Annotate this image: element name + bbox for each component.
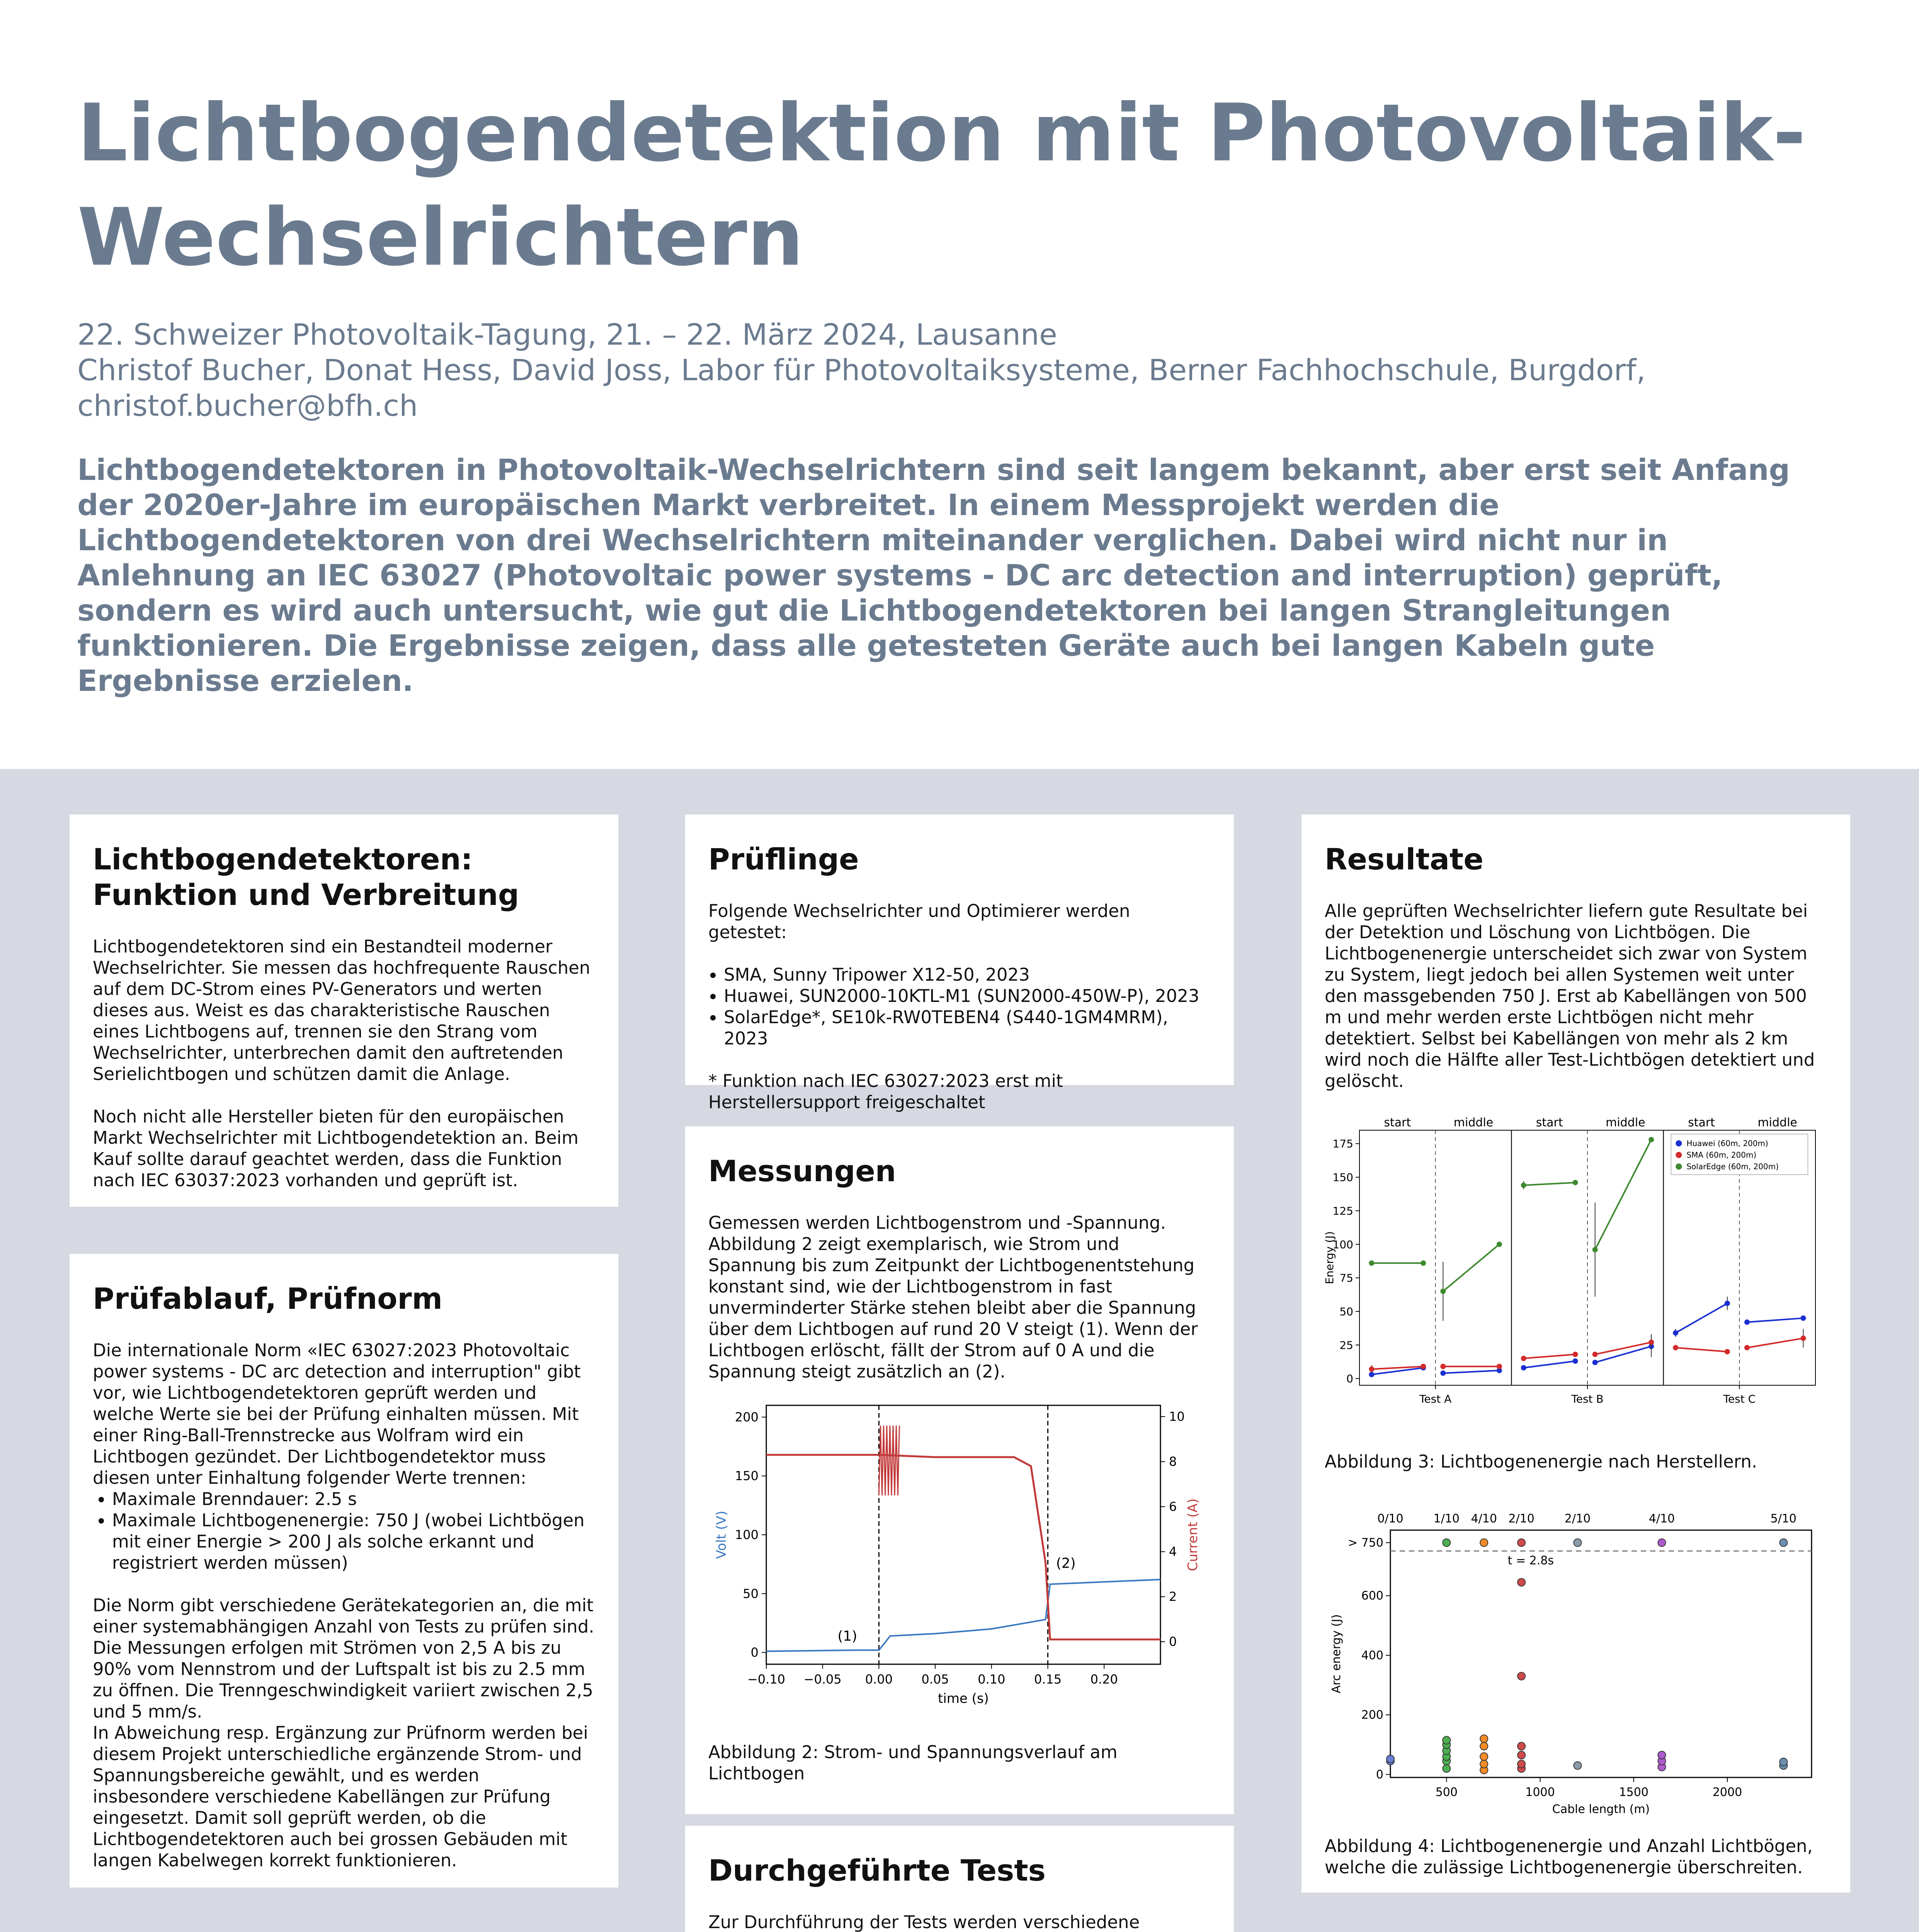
norm-box <box>70 1254 618 1888</box>
figure-3-chart <box>1325 1115 1827 1451</box>
figure-4-chart <box>1325 1495 1827 1832</box>
legend-label: Huawei (60m, 200m) <box>1686 1139 1768 1148</box>
y-tick-label: 125 <box>1332 1204 1353 1218</box>
y-tick-label: > 750 <box>1348 1536 1383 1550</box>
y-tick-label: 175 <box>1332 1137 1353 1150</box>
data-point <box>1779 1539 1787 1546</box>
voltage-series-line <box>766 1580 1160 1651</box>
data-point <box>1725 1349 1730 1354</box>
y-tick-label: 50 <box>1339 1305 1353 1318</box>
y-tick-label: 0 <box>1346 1372 1353 1385</box>
norm-heading: Prüfablauf, Prüfnorm <box>93 1281 443 1316</box>
devices-list <box>708 964 1211 1049</box>
x-tick-label: 0.20 <box>1090 1672 1118 1687</box>
legend-label: SolarEdge (60m, 200m) <box>1686 1162 1779 1171</box>
subgroup-label: start <box>1384 1116 1411 1129</box>
x-tick-label: −0.05 <box>803 1672 842 1687</box>
data-point <box>1497 1242 1502 1247</box>
measurements-box <box>685 1126 1234 1814</box>
data-point <box>1440 1364 1446 1369</box>
y2-tick-label: 2 <box>1169 1589 1177 1604</box>
data-point <box>1779 1758 1787 1766</box>
data-point <box>1440 1289 1446 1294</box>
exceed-count-label: 5/10 <box>1770 1512 1797 1526</box>
exceed-count-label: 1/10 <box>1433 1512 1460 1526</box>
measurements-heading: Messungen <box>708 1154 896 1188</box>
devices-box <box>685 815 1234 1112</box>
y2-tick-label: 6 <box>1169 1499 1177 1514</box>
series-segment <box>1747 1338 1803 1347</box>
data-point <box>1443 1765 1450 1772</box>
data-point <box>1801 1315 1806 1321</box>
results-box <box>1301 815 1850 1893</box>
x-tick-label: 1500 <box>1619 1786 1649 1799</box>
data-point <box>1369 1260 1374 1266</box>
data-point <box>1801 1335 1806 1341</box>
data-point <box>1592 1360 1598 1365</box>
exceed-count-label: 0/10 <box>1377 1512 1404 1526</box>
data-point <box>1521 1182 1526 1188</box>
y-tick-label: 200 <box>1361 1708 1383 1722</box>
x-axis-label: Cable length (m) <box>1552 1803 1650 1816</box>
authors-line: Christof Bucher, Donat Hess, David Joss, Labor für Photovoltaiksysteme, Berner Fachhochschule, Burgdorf, <box>77 353 1646 387</box>
y-tick-label: 25 <box>1339 1338 1353 1352</box>
data-point <box>1658 1751 1666 1759</box>
data-point <box>1421 1260 1426 1266</box>
data-point <box>1574 1762 1581 1769</box>
group-label: Test A <box>1419 1393 1452 1405</box>
series-segment <box>1595 1139 1652 1250</box>
exceed-count-label: 4/10 <box>1649 1512 1675 1526</box>
norm-bullets <box>93 1488 595 1573</box>
data-point <box>1649 1137 1654 1142</box>
function-heading: Lichtbogendetektoren: Funktion und Verbreitung <box>93 842 519 912</box>
subgroup-label: middle <box>1606 1116 1645 1129</box>
device-item: • Huawei, SUN2000-10KTL-M1 (SUN2000-450W-P), 2023 <box>724 985 1211 1007</box>
norm-paragraph-2: Die Norm gibt verschiedene Gerätekategorien an, die mit einer systemabhängigen Anzahl von Tests zu prüfen sind. Die Messungen erfolgen mit Strömen von 2,5 A bis zu 90% vom Nennstrom und der Luftspalt ist bis zu 2.5 mm zu öffnen. Die Trenngeschwindigkeit variiert zwischen 2,5 und 5 mm/s. <box>93 1595 594 1722</box>
data-point <box>1573 1358 1578 1364</box>
series-segment <box>1443 1371 1499 1373</box>
data-point <box>1480 1735 1488 1743</box>
data-point <box>1658 1539 1666 1546</box>
series-segment <box>1676 1348 1727 1352</box>
data-point <box>1574 1539 1581 1546</box>
group-label: Test B <box>1571 1393 1604 1405</box>
norm-paragraph-1: Die internationale Norm «IEC 63027:2023 Photovoltaic power systems - DC arc detection and interruption" gibt vor, wie Lichtbogendetektoren geprüft werden und welche Werte sie bei der Prüfung einhalten müssen. Mit einer Ring-Ball-Trennstrecke aus Wolfram wird ein Lichtbogen gezündet. Der Lichtbogendetektor muss diesen unter Einhaltung folgender Werte trennen: <box>93 1340 581 1488</box>
subgroup-label: start <box>1536 1116 1563 1129</box>
y-axis-label: Volt (V) <box>714 1510 729 1559</box>
annotation-1: (1) <box>837 1628 857 1645</box>
y-tick-label: 600 <box>1361 1589 1383 1603</box>
current-series-line <box>766 1455 1160 1639</box>
subgroup-label: middle <box>1453 1116 1494 1129</box>
data-point <box>1518 1539 1525 1546</box>
legend-label: SMA (60m, 200m) <box>1686 1150 1757 1160</box>
threshold-label: t = 2.8s <box>1507 1554 1554 1568</box>
data-point <box>1480 1753 1488 1760</box>
legend-marker <box>1676 1140 1682 1146</box>
data-point <box>1521 1365 1526 1371</box>
measurements-text: Gemessen werden Lichtbogenstrom und -Spannung. Abbildung 2 zeigt exemplarisch, wie Strom und Spannung bis zum Zeitpunkt der Lichtbogenentstehung konstant sind, wie der Lichtbogenstrom in fast unverminderter Stärke stehen bleibt aber die Spannung über dem Lichtbogen auf rund 20 V steigt (1). Wenn der Lichtbogen erlöscht, fällt der Strom auf 0 A und die Spannung steigt zusätzlich an (2). <box>708 1213 1198 1382</box>
y2-tick-label: 10 <box>1169 1409 1185 1424</box>
exceed-count-label: 2/10 <box>1508 1512 1535 1526</box>
y-tick-label: 50 <box>743 1586 759 1601</box>
y2-tick-label: 4 <box>1169 1544 1177 1559</box>
conference-line: 22. Schweizer Photovoltaik-Tagung, 21. – 22. März 2024, Lausanne <box>77 317 1057 352</box>
function-box <box>70 815 618 1207</box>
series-segment <box>1524 1354 1575 1358</box>
y-axis-label: Energy (J) <box>1323 1231 1336 1284</box>
y-tick-label: 100 <box>1332 1238 1353 1251</box>
data-point <box>1518 1578 1525 1586</box>
results-heading: Resultate <box>1325 842 1483 876</box>
data-point <box>1518 1760 1525 1768</box>
data-point <box>1518 1672 1525 1680</box>
poster-title: Lichtbogendetektion mit Photovoltaik-Wechselrichtern <box>77 87 1806 284</box>
x-tick-label: 500 <box>1435 1786 1458 1799</box>
series-segment <box>1524 1361 1575 1367</box>
tests-text: Zur Durchführung der Tests werden verschiedene <box>708 1912 1140 1932</box>
data-point <box>1744 1320 1750 1325</box>
function-paragraph-1: Lichtbogendetektoren sind ein Bestandteil moderner Wechselrichter. Sie messen das hochfrequente Rauschen auf dem DC-Strom eines PV-Generators und werten dieses aus. Weist es das charakteristische Rauschen eines Lichtbogens auf, trennen sie den Strang vom Wechselrichter, unterbrechen damit den auftretenden Serielichtbogen und schützen damit die Anlage. <box>93 936 590 1084</box>
results-text: Alle geprüften Wechselrichter liefern gute Resultate bei der Detektion und Löschung von Lichtbögen. Die Lichtbogenenergie unterscheidet sich zwar von System zu System, liegt jedoch bei allen Systemen weit unter den massgebenden 750 J. Erst ab Kabellängen von 500 m und mehr werden erste Lichtbögen nicht mehr detektiert. Selbst bei Kabellängen von mehr als 2 km wird noch die Hälfte aller Test-Lichtbögen detektiert und gelöscht. <box>1325 901 1815 1091</box>
figure-4-caption: Abbildung 4: Lichtbogenenergie und Anzahl Lichtbögen, welche die zulässige Lichtbogenenergie überschreiten. <box>1325 1836 1813 1878</box>
y-tick-label: 0 <box>750 1645 759 1660</box>
y-tick-label: 100 <box>735 1527 759 1542</box>
plot-frame <box>766 1405 1160 1664</box>
device-item: • SMA, Sunny Tripower X12-50, 2023 <box>724 964 1211 985</box>
meta-block <box>77 317 1816 423</box>
series-segment <box>1676 1303 1727 1333</box>
figure-2-caption: Abbildung 2: Strom- und Spannungsverlauf am Lichtbogen <box>708 1742 1118 1784</box>
norm-bullet: • Maximale Brenndauer: 2.5 s <box>112 1488 595 1510</box>
subgroup-label: start <box>1688 1116 1715 1129</box>
y2-axis-label: Current (A) <box>1185 1498 1201 1571</box>
figure-3-caption: Abbildung 3: Lichtbogenenergie nach Herstellern. <box>1325 1451 1757 1472</box>
data-point <box>1387 1755 1394 1763</box>
tests-heading: Durchgeführte Tests <box>708 1853 1046 1888</box>
function-paragraph-2: Noch nicht alle Hersteller bieten für den europäischen Markt Wechselrichter mit Lichtbogendetektion an. Beim Kauf sollte darauf geachtet werden, dass die Funktion nach IEC 63037:2023 vorhanden und geprüft ist. <box>93 1106 579 1190</box>
data-point <box>1440 1371 1446 1376</box>
data-point <box>1592 1352 1598 1357</box>
data-point <box>1649 1340 1654 1345</box>
y2-tick-label: 0 <box>1169 1634 1177 1649</box>
data-point <box>1673 1345 1678 1350</box>
subgroup-label: middle <box>1757 1116 1797 1129</box>
y-tick-label: 400 <box>1361 1648 1383 1662</box>
series-segment <box>1524 1182 1575 1185</box>
x-tick-label: 0.00 <box>865 1672 893 1687</box>
norm-bullet: • Maximale Lichtbogenenergie: 750 J (wobei Lichtbögen mit einer Energie > 200 J als solche erkannt und registriert werden müssen) <box>112 1510 595 1573</box>
series-segment <box>1747 1318 1803 1322</box>
tests-box <box>685 1826 1234 1932</box>
norm-paragraph-3: In Abweichung resp. Ergänzung zur Prüfnorm werden bei diesem Projekt unterschiedliche ergänzende Strom- und Spannungsbereiche gewählt, und es werden insbesondere verschiedene Kabellängen zur Prüfung eingesetzt. Damit soll geprüft werden, ob die Lichtbogendetektoren auch bei grossen Gebäuden mit langen Kabelwegen korrekt funktionieren. <box>93 1723 588 1871</box>
data-point <box>1573 1180 1578 1185</box>
annotation-2: (2) <box>1056 1555 1076 1571</box>
device-item: • SolarEdge*, SE10k-RW0TEBEN4 (S440-1GM4MRM), 2023 <box>724 1007 1211 1049</box>
data-point <box>1421 1364 1426 1369</box>
data-point <box>1369 1366 1374 1372</box>
y-tick-label: 0 <box>1376 1768 1383 1782</box>
email-link[interactable]: christof.bucher@bfh.ch <box>77 388 418 423</box>
x-tick-label: 1000 <box>1525 1786 1555 1799</box>
data-point <box>1443 1539 1450 1546</box>
data-point <box>1518 1751 1525 1759</box>
series-segment <box>1443 1244 1499 1291</box>
y-axis-label: Arc energy (J) <box>1330 1614 1343 1694</box>
devices-heading: Prüflinge <box>708 842 859 876</box>
x-tick-label: 2000 <box>1712 1786 1742 1799</box>
devices-note: * Funktion nach IEC 63027:2023 erst mit Herstellersupport freigeschaltet <box>708 1071 1063 1112</box>
data-point <box>1673 1330 1678 1336</box>
data-point <box>1744 1345 1750 1350</box>
plot-frame <box>1390 1530 1812 1777</box>
current-noise <box>879 1425 899 1495</box>
x-tick-label: −0.10 <box>747 1672 786 1687</box>
data-point <box>1592 1247 1598 1252</box>
x-axis-label: time (s) <box>938 1691 989 1706</box>
y-tick-label: 150 <box>1332 1171 1353 1184</box>
x-tick-label: 0.10 <box>978 1672 1005 1687</box>
data-point <box>1480 1539 1488 1546</box>
group-label: Test C <box>1723 1393 1756 1405</box>
data-point <box>1521 1356 1526 1361</box>
exceed-count-label: 4/10 <box>1471 1512 1497 1526</box>
data-point <box>1573 1352 1578 1357</box>
legend-marker <box>1676 1163 1682 1170</box>
legend-marker <box>1676 1152 1682 1158</box>
data-point <box>1480 1760 1488 1768</box>
data-point <box>1725 1301 1730 1306</box>
abstract: Lichtbogendetektoren in Photovoltaik-Wechselrichtern sind seit langem bekannt, aber erst seit Anfang der 2020er-Jahre im europäischen Markt verbreitet. In einem Messprojekt werden die Lichtbogendetektoren von drei Wechselrichtern miteinander verglichen. Dabei wird nicht nur in Anlehnung an IEC 63027 (Photovoltaic power systems - DC arc detection and interruption) geprüft, sondern es wird auch untersucht, wie gut die Lichtbogendetektoren bei langen Strangleitungen funktionieren. Die Ergebnisse zeigen, dass alle getesteten Geräte auch bei langen Kabeln gute Ergebnisse erzielen. <box>77 452 1790 698</box>
data-point <box>1443 1736 1450 1744</box>
data-point <box>1518 1742 1525 1750</box>
data-point <box>1497 1364 1502 1369</box>
y-tick-label: 75 <box>1339 1272 1353 1285</box>
figure-2-chart <box>708 1394 1211 1734</box>
data-point <box>1480 1742 1488 1750</box>
x-tick-label: 0.05 <box>921 1672 949 1687</box>
devices-intro: Folgende Wechselrichter und Optimierer werden getestet: <box>708 901 1130 942</box>
y-tick-label: 150 <box>735 1468 759 1483</box>
x-tick-label: 0.15 <box>1034 1672 1062 1687</box>
y2-tick-label: 8 <box>1169 1454 1177 1469</box>
y-tick-label: 200 <box>735 1410 759 1425</box>
exceed-count-label: 2/10 <box>1564 1512 1591 1526</box>
